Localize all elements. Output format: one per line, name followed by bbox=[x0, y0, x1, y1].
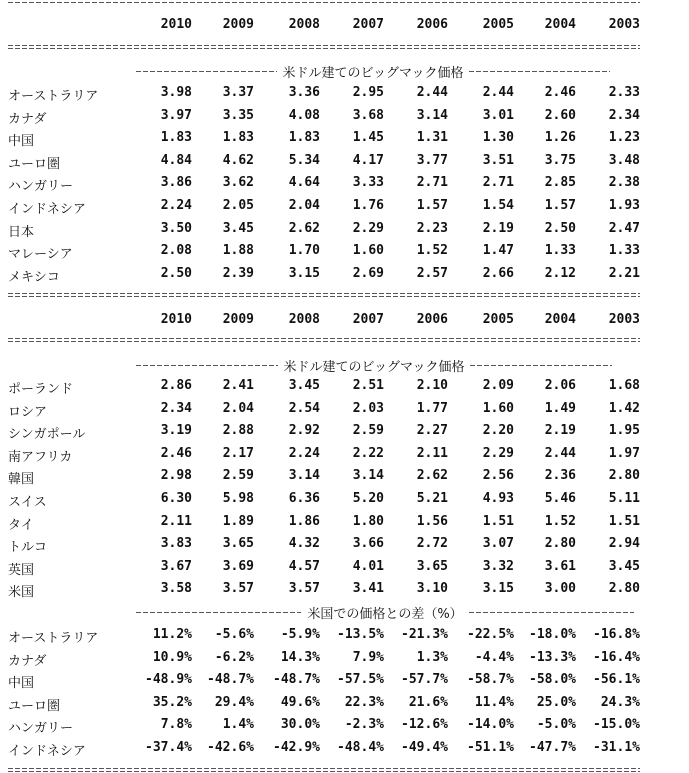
value-cell: 1.26 bbox=[544, 130, 576, 146]
table-row bbox=[0, 491, 689, 511]
value-cell: 7.8% bbox=[160, 717, 192, 733]
value-cell: 2.47 bbox=[608, 220, 640, 236]
value-cell: 22.3% bbox=[344, 694, 384, 710]
value-cell: 35.2% bbox=[152, 694, 192, 710]
double-rule bbox=[8, 0, 640, 4]
value-cell: 1.51 bbox=[608, 513, 640, 529]
year-header-row bbox=[0, 312, 689, 332]
value-cell: 2.50 bbox=[160, 265, 192, 281]
value-cell: 2.72 bbox=[416, 536, 448, 552]
value-cell: 3.45 bbox=[288, 378, 320, 393]
value-cell: 2.94 bbox=[608, 536, 640, 552]
value-cell: 1.86 bbox=[288, 513, 320, 529]
table-row bbox=[0, 672, 689, 692]
value-cell: 3.57 bbox=[288, 581, 320, 597]
value-cell: -58.7% bbox=[467, 672, 514, 688]
table-row bbox=[0, 108, 689, 128]
table-row bbox=[0, 243, 689, 263]
value-cell: 1.47 bbox=[482, 243, 514, 259]
value-cell: 4.84 bbox=[160, 152, 192, 168]
value-cell: 2.54 bbox=[288, 400, 320, 416]
country-name: オーストラリア bbox=[8, 89, 99, 104]
value-cell: 3.14 bbox=[288, 468, 320, 484]
value-cell: 3.45 bbox=[608, 558, 640, 574]
value-cell: 2.21 bbox=[608, 265, 640, 281]
value-cell: 2.19 bbox=[544, 423, 576, 439]
value-cell: 1.60 bbox=[352, 243, 384, 259]
value-cell: 14.3% bbox=[280, 649, 320, 665]
value-cell: 2.95 bbox=[352, 85, 384, 100]
value-cell: 2.44 bbox=[544, 445, 576, 461]
year-header: 2008 bbox=[288, 312, 320, 327]
value-cell: 1.30 bbox=[482, 130, 514, 146]
value-cell: 2.22 bbox=[352, 445, 384, 461]
value-cell: 11.2% bbox=[152, 627, 192, 642]
double-rule bbox=[8, 44, 640, 50]
value-cell: 3.45 bbox=[222, 220, 254, 236]
value-cell: 1.80 bbox=[352, 513, 384, 529]
value-cell: 4.01 bbox=[352, 558, 384, 574]
value-cell: 1.95 bbox=[608, 423, 640, 439]
table-row bbox=[0, 85, 689, 105]
value-cell: 3.14 bbox=[416, 107, 448, 123]
table-row bbox=[0, 695, 689, 715]
value-cell: 3.35 bbox=[222, 107, 254, 123]
value-cell: 1.60 bbox=[482, 400, 514, 416]
value-cell: 1.89 bbox=[222, 513, 254, 529]
value-cell: -18.0% bbox=[529, 627, 576, 642]
table-row bbox=[0, 378, 689, 398]
value-cell: 2.34 bbox=[608, 107, 640, 123]
value-cell: 2.17 bbox=[222, 445, 254, 461]
country-name: ロシア bbox=[8, 404, 48, 420]
value-cell: 2.34 bbox=[160, 400, 192, 416]
value-cell: 1.68 bbox=[608, 378, 640, 393]
country-name: 韓国 bbox=[8, 472, 35, 488]
value-cell: -56.1% bbox=[593, 672, 640, 688]
year-header: 2009 bbox=[222, 17, 254, 32]
value-cell: 2.06 bbox=[544, 378, 576, 393]
table-row bbox=[0, 581, 689, 601]
value-cell: 2.04 bbox=[222, 400, 254, 416]
value-cell: 3.15 bbox=[288, 265, 320, 281]
country-name: スイス bbox=[8, 495, 47, 510]
value-cell: 1.23 bbox=[608, 130, 640, 146]
value-cell: 1.93 bbox=[608, 198, 640, 213]
section-header bbox=[136, 61, 610, 81]
dash-rule bbox=[136, 365, 278, 366]
double-rule bbox=[8, 337, 640, 343]
value-cell: -16.4% bbox=[593, 649, 640, 665]
value-cell: 1.4% bbox=[222, 717, 254, 733]
value-cell: 2.46 bbox=[160, 445, 192, 461]
table-row bbox=[0, 198, 689, 218]
country-name: マレーシア bbox=[8, 247, 73, 263]
year-header: 2007 bbox=[352, 312, 384, 327]
value-cell: 2.71 bbox=[482, 175, 514, 191]
value-cell: 6.36 bbox=[288, 491, 320, 506]
value-cell: 3.19 bbox=[160, 423, 192, 439]
value-cell: -4.4% bbox=[474, 649, 514, 665]
section-header bbox=[136, 602, 634, 622]
year-header: 2005 bbox=[482, 17, 514, 32]
value-cell: 2.62 bbox=[288, 220, 320, 236]
value-cell: 10.9% bbox=[152, 649, 192, 665]
value-cell: 3.66 bbox=[352, 536, 384, 552]
section-title: 米ドル建てのビッグマック価格 bbox=[283, 359, 465, 375]
value-cell: 3.97 bbox=[160, 107, 192, 123]
value-cell: -57.5% bbox=[337, 672, 384, 688]
table-row bbox=[0, 401, 689, 421]
value-cell: 3.33 bbox=[352, 175, 384, 191]
country-name: ユーロ圏 bbox=[8, 698, 61, 714]
value-cell: 2.66 bbox=[482, 265, 514, 281]
value-cell: 1.70 bbox=[288, 243, 320, 259]
value-cell: -42.6% bbox=[207, 740, 254, 755]
value-cell: 2.50 bbox=[544, 220, 576, 236]
value-cell: 3.58 bbox=[160, 581, 192, 597]
value-cell: 3.07 bbox=[482, 536, 514, 552]
value-cell: 2.19 bbox=[482, 220, 514, 236]
value-cell: 3.75 bbox=[544, 152, 576, 168]
value-cell: 3.15 bbox=[482, 581, 514, 597]
year-header: 2009 bbox=[222, 312, 254, 327]
value-cell: 3.68 bbox=[352, 107, 384, 123]
value-cell: 2.23 bbox=[416, 220, 448, 236]
dash-rule bbox=[136, 71, 277, 72]
table-row bbox=[0, 221, 689, 241]
value-cell: 3.86 bbox=[160, 175, 192, 191]
value-cell: 2.20 bbox=[482, 423, 514, 439]
value-cell: 1.52 bbox=[416, 243, 448, 259]
value-cell: -12.6% bbox=[401, 717, 448, 733]
country-name: トルコ bbox=[8, 540, 48, 556]
value-cell: -48.7% bbox=[207, 672, 254, 688]
value-cell: 4.62 bbox=[222, 152, 254, 168]
value-cell: 5.34 bbox=[288, 152, 320, 168]
value-cell: 5.21 bbox=[416, 491, 448, 506]
table-row bbox=[0, 559, 689, 579]
value-cell: 1.49 bbox=[544, 400, 576, 416]
value-cell: 2.39 bbox=[222, 265, 254, 281]
value-cell: 2.29 bbox=[482, 445, 514, 461]
value-cell: 3.10 bbox=[416, 581, 448, 597]
value-cell: 3.00 bbox=[544, 581, 576, 597]
value-cell: -13.3% bbox=[529, 649, 576, 665]
value-cell: 2.80 bbox=[544, 536, 576, 552]
value-cell: 1.88 bbox=[222, 243, 254, 259]
table-row bbox=[0, 627, 689, 647]
value-cell: 29.4% bbox=[214, 694, 254, 710]
value-cell: 1.51 bbox=[482, 513, 514, 529]
value-cell: 2.11 bbox=[160, 513, 192, 529]
value-cell: 3.32 bbox=[482, 558, 514, 574]
table-row bbox=[0, 514, 689, 534]
table-row bbox=[0, 153, 689, 173]
value-cell: -48.9% bbox=[145, 672, 192, 688]
value-cell: 2.86 bbox=[160, 378, 192, 393]
table-row bbox=[0, 266, 689, 286]
value-cell: 2.62 bbox=[416, 468, 448, 484]
year-header: 2003 bbox=[608, 312, 640, 327]
country-name: ユーロ圏 bbox=[8, 156, 61, 172]
country-name: 米国 bbox=[8, 585, 35, 601]
value-cell: 2.44 bbox=[482, 85, 514, 100]
value-cell: 25.0% bbox=[536, 694, 576, 710]
value-cell: 3.57 bbox=[222, 581, 254, 597]
value-cell: -5.9% bbox=[280, 627, 320, 642]
country-name: カナダ bbox=[8, 111, 47, 127]
value-cell: 2.98 bbox=[160, 468, 192, 484]
value-cell: 4.08 bbox=[288, 107, 320, 123]
country-name: 南アフリカ bbox=[8, 449, 73, 465]
value-cell: -2.3% bbox=[344, 717, 384, 733]
value-cell: -14.0% bbox=[467, 717, 514, 733]
value-cell: 7.9% bbox=[352, 649, 384, 665]
value-cell: 5.20 bbox=[352, 491, 384, 506]
dash-rule bbox=[469, 612, 634, 613]
value-cell: 3.83 bbox=[160, 536, 192, 552]
year-header: 2005 bbox=[482, 312, 514, 327]
value-cell: 3.01 bbox=[482, 107, 514, 123]
value-cell: 2.29 bbox=[352, 220, 384, 236]
value-cell: 3.67 bbox=[160, 558, 192, 574]
value-cell: 3.37 bbox=[222, 85, 254, 100]
dash-rule bbox=[136, 612, 301, 613]
table-row bbox=[0, 740, 689, 760]
country-name: ポーランド bbox=[8, 382, 74, 397]
value-cell: 3.65 bbox=[416, 558, 448, 574]
value-cell: 2.88 bbox=[222, 423, 254, 439]
year-header: 2008 bbox=[288, 17, 320, 32]
year-header: 2003 bbox=[608, 17, 640, 32]
value-cell: 2.60 bbox=[544, 107, 576, 123]
value-cell: 2.59 bbox=[352, 423, 384, 439]
year-header: 2004 bbox=[544, 312, 576, 327]
value-cell: 4.17 bbox=[352, 152, 384, 168]
value-cell: 3.98 bbox=[160, 85, 192, 100]
value-cell: 1.3% bbox=[416, 649, 448, 665]
value-cell: 4.57 bbox=[288, 558, 320, 574]
value-cell: 2.08 bbox=[160, 243, 192, 259]
value-cell: 2.24 bbox=[288, 445, 320, 461]
country-name: ハンガリー bbox=[8, 179, 74, 195]
country-name: メキシコ bbox=[8, 269, 60, 285]
value-cell: 2.56 bbox=[482, 468, 514, 484]
section-header bbox=[136, 355, 612, 375]
value-cell: 2.03 bbox=[352, 400, 384, 416]
table-row bbox=[0, 650, 689, 670]
value-cell: 1.76 bbox=[352, 198, 384, 213]
table-row bbox=[0, 468, 689, 488]
value-cell: -6.2% bbox=[214, 649, 254, 665]
value-cell: 1.97 bbox=[608, 445, 640, 461]
country-name: カナダ bbox=[8, 653, 47, 669]
value-cell: 2.80 bbox=[608, 468, 640, 484]
country-name: 中国 bbox=[8, 676, 35, 692]
value-cell: 3.36 bbox=[288, 85, 320, 100]
year-header: 2010 bbox=[160, 312, 192, 327]
table-row bbox=[0, 175, 689, 195]
value-cell: 3.77 bbox=[416, 152, 448, 168]
value-cell: 2.36 bbox=[544, 468, 576, 484]
value-cell: 2.05 bbox=[222, 198, 254, 213]
value-cell: 3.41 bbox=[352, 581, 384, 597]
value-cell: 4.64 bbox=[288, 175, 320, 191]
section-title: 米ドル建てのビッグマック価格 bbox=[282, 65, 464, 81]
value-cell: 3.69 bbox=[222, 558, 254, 574]
value-cell: 2.11 bbox=[416, 445, 448, 461]
value-cell: 3.48 bbox=[608, 152, 640, 168]
value-cell: 3.61 bbox=[544, 558, 576, 574]
year-header: 2007 bbox=[352, 17, 384, 32]
value-cell: 2.09 bbox=[482, 378, 514, 393]
value-cell: 3.14 bbox=[352, 468, 384, 484]
value-cell: -37.4% bbox=[145, 740, 192, 755]
country-name: 英国 bbox=[8, 562, 35, 578]
country-name: オーストラリア bbox=[8, 631, 99, 646]
value-cell: 1.56 bbox=[416, 513, 448, 529]
value-cell: 1.54 bbox=[482, 198, 514, 213]
value-cell: 2.10 bbox=[416, 378, 448, 393]
country-name: インドネシア bbox=[8, 202, 86, 217]
value-cell: -51.1% bbox=[467, 740, 514, 755]
value-cell: 1.77 bbox=[416, 400, 448, 416]
value-cell: 21.6% bbox=[408, 694, 448, 710]
value-cell: 2.71 bbox=[416, 175, 448, 191]
country-name: タイ bbox=[8, 517, 34, 533]
value-cell: 2.04 bbox=[288, 198, 320, 213]
value-cell: 2.92 bbox=[288, 423, 320, 439]
country-name: インドネシア bbox=[8, 744, 86, 759]
value-cell: -5.6% bbox=[214, 627, 254, 642]
value-cell: 5.11 bbox=[608, 491, 640, 506]
table-row bbox=[0, 446, 689, 466]
value-cell: -13.5% bbox=[337, 627, 384, 642]
value-cell: -49.4% bbox=[401, 740, 448, 755]
value-cell: 30.0% bbox=[280, 717, 320, 733]
value-cell: -47.7% bbox=[529, 740, 576, 755]
value-cell: 1.83 bbox=[288, 130, 320, 146]
value-cell: 4.93 bbox=[482, 491, 514, 506]
value-cell: 1.33 bbox=[608, 243, 640, 259]
value-cell: 4.32 bbox=[288, 536, 320, 552]
value-cell: -57.7% bbox=[401, 672, 448, 688]
value-cell: 5.46 bbox=[544, 491, 576, 506]
value-cell: 2.44 bbox=[416, 85, 448, 100]
value-cell: 3.62 bbox=[222, 175, 254, 191]
double-rule bbox=[8, 767, 640, 773]
country-name: 中国 bbox=[8, 134, 35, 150]
value-cell: -58.0% bbox=[529, 672, 576, 688]
value-cell: 2.12 bbox=[544, 265, 576, 281]
value-cell: 2.33 bbox=[608, 85, 640, 100]
value-cell: 49.6% bbox=[280, 694, 320, 710]
value-cell: 3.50 bbox=[160, 220, 192, 236]
year-header-row bbox=[0, 17, 689, 37]
value-cell: 24.3% bbox=[600, 694, 640, 710]
value-cell: 1.33 bbox=[544, 243, 576, 259]
value-cell: 2.27 bbox=[416, 423, 448, 439]
year-header: 2006 bbox=[416, 17, 448, 32]
dash-rule bbox=[470, 365, 612, 366]
value-cell: 2.24 bbox=[160, 198, 192, 213]
value-cell: 1.57 bbox=[416, 198, 448, 213]
value-cell: -48.4% bbox=[337, 740, 384, 755]
value-cell: -5.0% bbox=[536, 717, 576, 733]
value-cell: 2.85 bbox=[544, 175, 576, 191]
value-cell: 2.46 bbox=[544, 85, 576, 100]
value-cell: 1.31 bbox=[416, 130, 448, 146]
value-cell: 2.80 bbox=[608, 581, 640, 597]
value-cell: 11.4% bbox=[474, 694, 514, 710]
value-cell: 2.57 bbox=[416, 265, 448, 281]
value-cell: -21.3% bbox=[401, 627, 448, 642]
value-cell: -31.1% bbox=[593, 740, 640, 755]
double-rule bbox=[8, 292, 640, 298]
value-cell: 2.51 bbox=[352, 378, 384, 393]
table-row bbox=[0, 423, 689, 443]
value-cell: 1.57 bbox=[544, 198, 576, 213]
value-cell: 5.98 bbox=[222, 491, 254, 506]
table-row bbox=[0, 717, 689, 737]
value-cell: -15.0% bbox=[593, 717, 640, 733]
country-name: 日本 bbox=[8, 224, 35, 240]
table-row bbox=[0, 130, 689, 150]
value-cell: 1.42 bbox=[608, 400, 640, 416]
table-row bbox=[0, 536, 689, 556]
country-name: シンガポール bbox=[8, 427, 86, 443]
value-cell: 6.30 bbox=[160, 491, 192, 506]
value-cell: 2.41 bbox=[222, 378, 254, 393]
value-cell: 1.83 bbox=[160, 130, 192, 146]
value-cell: -22.5% bbox=[467, 627, 514, 642]
dash-rule bbox=[469, 71, 610, 72]
value-cell: 1.45 bbox=[352, 130, 384, 146]
value-cell: 2.69 bbox=[352, 265, 384, 281]
year-header: 2006 bbox=[416, 312, 448, 327]
value-cell: 3.51 bbox=[482, 152, 514, 168]
year-header: 2004 bbox=[544, 17, 576, 32]
value-cell: -42.9% bbox=[273, 740, 320, 755]
value-cell: 1.52 bbox=[544, 513, 576, 529]
value-cell: 3.65 bbox=[222, 536, 254, 552]
section-title: 米国での価格との差（%） bbox=[307, 606, 463, 622]
year-header: 2010 bbox=[160, 17, 192, 32]
value-cell: 2.59 bbox=[222, 468, 254, 484]
country-name: ハンガリー bbox=[8, 721, 74, 737]
value-cell: -16.8% bbox=[593, 627, 640, 642]
value-cell: -48.7% bbox=[273, 672, 320, 688]
value-cell: 1.83 bbox=[222, 130, 254, 146]
value-cell: 2.38 bbox=[608, 175, 640, 191]
